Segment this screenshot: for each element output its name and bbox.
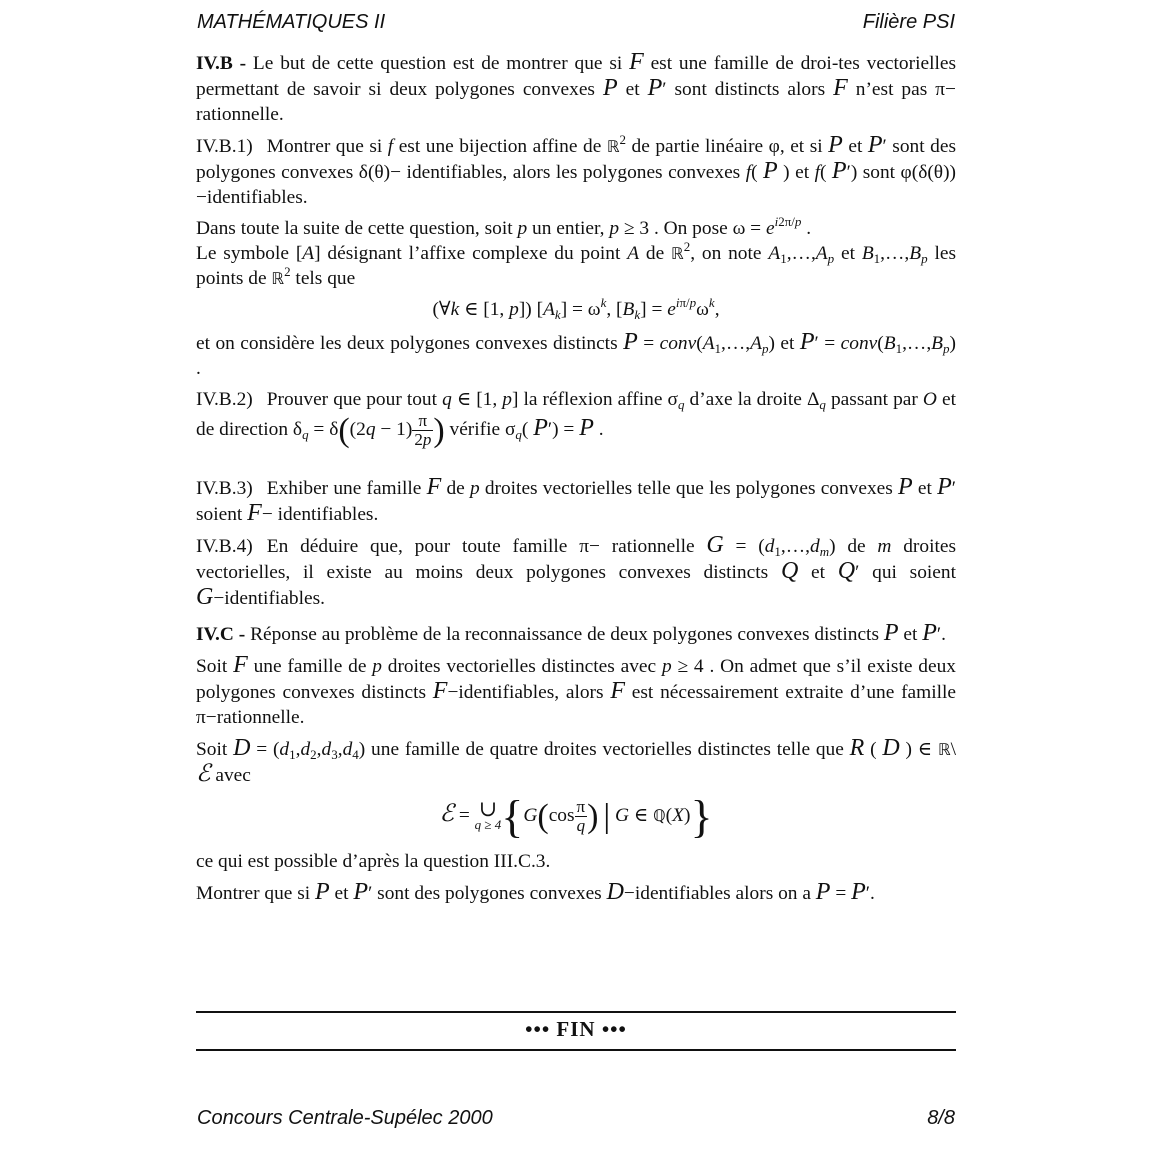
question-label-ivb1: IV.B.1) [196, 136, 253, 157]
divider-top [196, 1011, 956, 1013]
header-track: Filière PSI [862, 11, 955, 33]
question-ivb2: IV.B.2) Prouver que pour tout q ∈ [1, p] la réflexion affine $\sigma_q$ d’axe la droite $\Delta_q$ passant par O et de direction $\delta_q = \delta((2q - 1)$ $\frac{\pi}{2p}$ ) vérifie $\sigma_q$( P′) = P . [196, 389, 956, 449]
question-ivb3: IV.B.3) Exhiber une famille F de p droites vectorielles telle que les polygones convexes P et P′ soient F− identifiables. [196, 474, 956, 526]
paragraph-ivc-reference: ce qui est possible d’après la question III.C.3. [196, 851, 551, 872]
paragraph-ivc-conclusion: Montrer que si P et P′ sont des polygones convexes D−identifiables alors on a P = P′. [196, 879, 875, 905]
paragraph-ivc-intro: IV.C - Réponse au problème de la reconnaissance de deux polygones convexes distincts P et P′. [196, 620, 946, 646]
divider-bottom [196, 1049, 956, 1051]
equation-epsilon-set: ℰ = ∪ q ≥ 4 {G(cos $\frac{\pi}{q}$ ) | G ∈ ℚ(X)} [439, 791, 713, 842]
footer-exam-name: Concours Centrale-Supélec 2000 [197, 1107, 493, 1129]
footer-page-number: 8/8 [927, 1107, 955, 1129]
paragraph-ivc-family: Soit $D = (d_1,d_2,d_3,d_4)$ une famille de quatre droites vectorielles distinctes telle que R ( D ) ∈ ℝ\ ℰ avec [196, 735, 957, 787]
header-subject: MATHÉMATIQUES II [197, 11, 386, 33]
paragraph-ivc-admit: Soit F une famille de p droites vectorielles distinctes avec p ≥ 4 . On admet que s’il existe deux polygones convexes distincts F−identifiables, alors F est nécessairement extraite d’une famille π−rationnelle. [196, 652, 956, 728]
end-mark: ••• FIN ••• [525, 1017, 627, 1041]
section-label-ivc: IV.C - [196, 624, 246, 645]
question-label-ivb3: IV.B.3) [196, 478, 253, 499]
equation-points: (∀k ∈ [1, p]) $[A_k] = \omega^k$, $[B_k] = e^{i\pi/p}\omega^k$, [432, 295, 720, 322]
question-ivb1: IV.B.1) Montrer que si f est une bijection affine de ℝ$^2$ de partie linéaire φ, et si P et P′ sont des polygones convexes δ(θ)− identifiables, alors les polygones convexes f( P ) et f( P′) sont φ(δ(θ)) −identifiables. [196, 132, 956, 208]
question-ivb4: IV.B.4) En déduire que, pour toute famille π− rationnelle $G = (d_1,\dots,d_m)$ de m droites vectorielles, il existe au moins deux polygones convexes distincts Q et Q′ qui soient G−identifiables. [196, 532, 956, 610]
document-body [196, 50, 956, 912]
section-label-ivb: IV.B - [196, 53, 247, 74]
paragraph-omega-def: Dans toute la suite de cette question, soit p un entier, p ≥ 3 . On pose $\omega = e^{i2\pi/p}$ . Le symbole [A] désignant l’affixe complexe du point A de ℝ$^2$, on note $A_1,\dots,A_p$ et $B_1,\dots,B_p$ les points de ℝ$^2$ tels que [196, 214, 956, 289]
paragraph-ivb-intro: IV.B - Le but de cette question est de montrer que si F est une famille de droi-tes vectorielles permettant de savoir si deux polygones convexes P et P′ sont distincts alors F n’est pas π− rationnelle. [196, 49, 956, 125]
question-label-ivb4: IV.B.4) [196, 536, 253, 557]
question-label-ivb2: IV.B.2) [196, 389, 253, 410]
paragraph-polygons-def: et on considère les deux polygones convexes distincts $P = conv(A_1,\dots,A_p)$ et $P' = conv(B_1,\dots,B_p)$ . [196, 329, 956, 379]
